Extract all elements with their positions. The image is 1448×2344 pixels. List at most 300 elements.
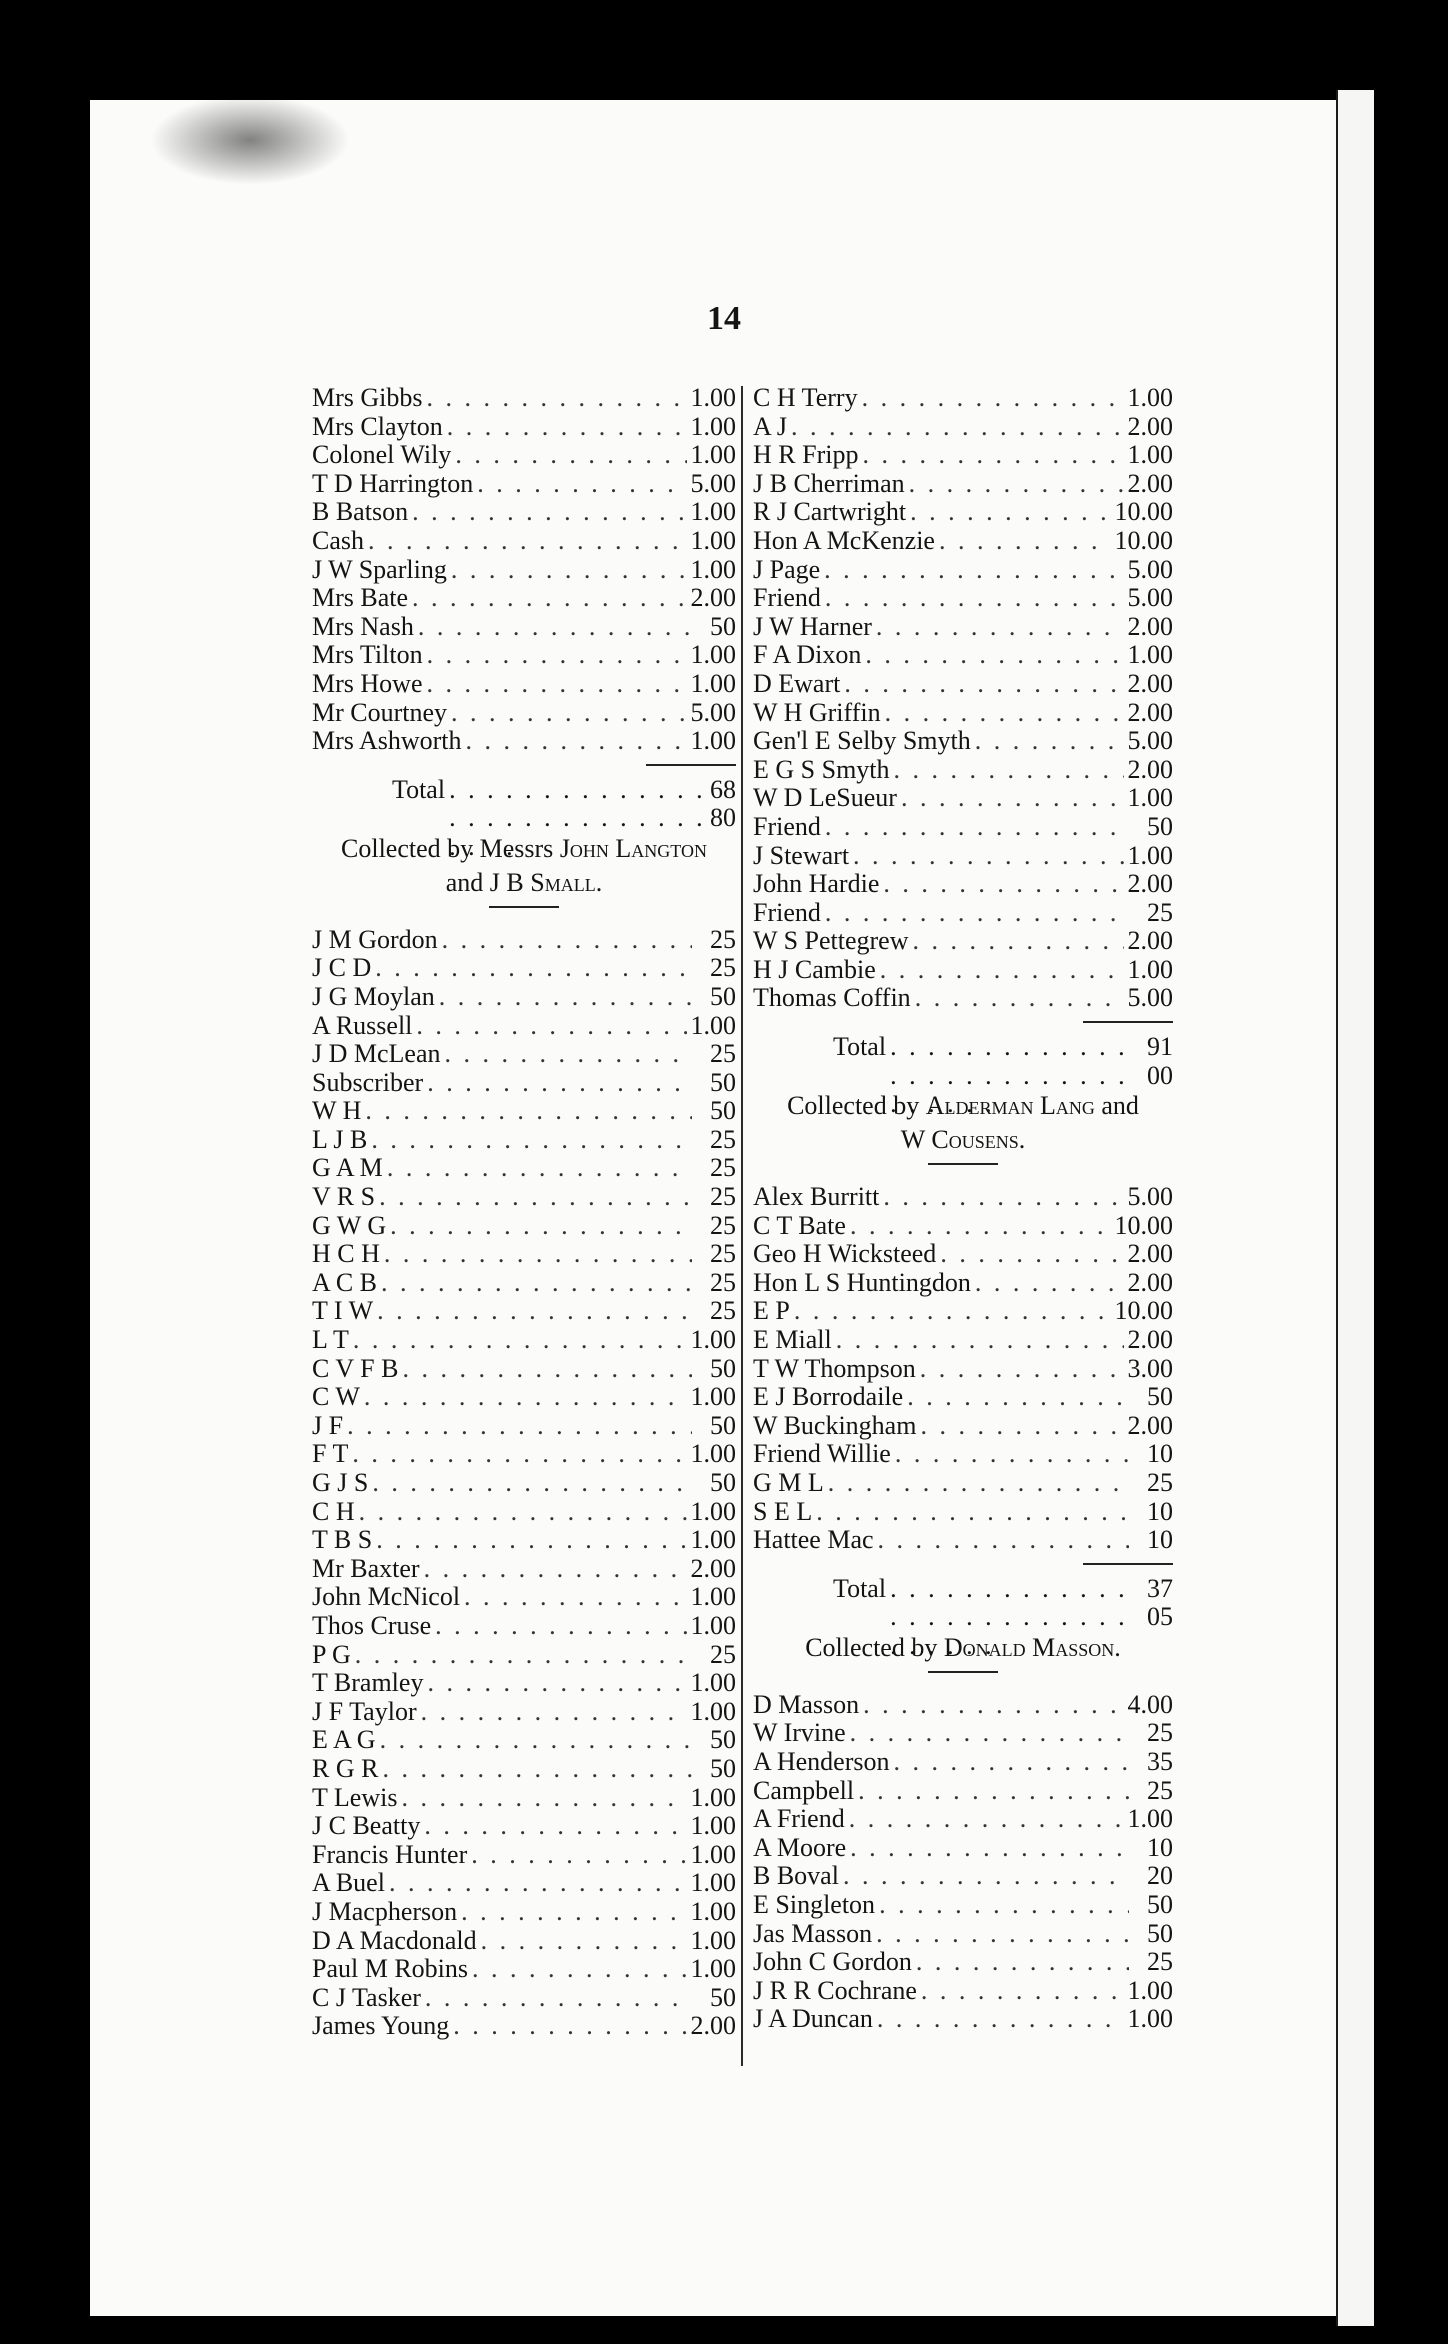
- list-item: [312, 1183, 736, 1212]
- subscription-amount: 10: [1147, 1525, 1173, 1555]
- heading-line2: and J B: [445, 867, 524, 897]
- dot-leader: [461, 1898, 686, 1927]
- subscriber-name: Friend: [753, 583, 821, 613]
- dot-leader: [863, 1691, 1123, 1720]
- subscriber-name: J W Harner: [753, 611, 872, 641]
- subscriber-name: G J S: [312, 1468, 369, 1497]
- dot-leader: [850, 1212, 1111, 1241]
- total-row: [753, 1573, 1173, 1632]
- list-item: [312, 1154, 736, 1183]
- dot-leader: [418, 613, 692, 642]
- dot-leader: [402, 1355, 692, 1384]
- list-item: [753, 699, 1173, 728]
- subscription-amount: 25: [710, 1124, 736, 1154]
- total-amount: 91 00: [1147, 1032, 1173, 1090]
- dot-leader: [916, 1948, 1129, 1977]
- list-item: [312, 1012, 736, 1041]
- subscription-amount: 50: [1147, 811, 1173, 841]
- subscriber-name: R J Cartwright: [753, 497, 907, 527]
- list-item: [312, 1555, 736, 1584]
- subscription-amount: 1.00: [690, 411, 736, 441]
- list-item: [753, 1269, 1173, 1298]
- list-item: [312, 1583, 736, 1612]
- subscriber-name: B Boval: [753, 1861, 839, 1891]
- list-item: [312, 1240, 736, 1269]
- subscriber-name: A Russell: [312, 1010, 413, 1040]
- list-item: [312, 699, 736, 728]
- list-item: [753, 1777, 1173, 1806]
- subscription-amount: 2.00: [1127, 411, 1173, 441]
- dot-leader: [387, 1154, 692, 1183]
- list-item: [753, 784, 1173, 813]
- list-item: [312, 727, 736, 756]
- subscription-amount: 4.00: [1127, 1689, 1173, 1719]
- dot-leader: [442, 926, 692, 955]
- facing-page-edge: [1336, 90, 1374, 2326]
- list-item: [312, 1898, 736, 1927]
- subscriber-name: B Batson: [312, 497, 409, 527]
- subscriber-name: E J Borrodaile: [753, 1382, 904, 1412]
- subscription-amount: 3.00: [1127, 1353, 1173, 1383]
- list-item: [753, 1212, 1173, 1241]
- subscriber-name: Mrs Clayton: [312, 411, 443, 441]
- total-rule: [1083, 1563, 1173, 1565]
- subscription-amount: 50: [710, 1067, 736, 1097]
- subscriber-name: W Buckingham: [753, 1410, 917, 1440]
- dot-leader: [364, 1383, 687, 1412]
- list-item: [753, 384, 1173, 413]
- subscription-amount: 50: [710, 611, 736, 641]
- subscription-amount: 1.00: [690, 1439, 736, 1469]
- subscription-amount: 50: [710, 1753, 736, 1783]
- subscription-amount: 1.00: [690, 497, 736, 527]
- subscription-list: [753, 384, 1173, 1013]
- list-item: [312, 670, 736, 699]
- subscription-amount: 25: [1147, 1468, 1173, 1497]
- dot-leader: [445, 1040, 692, 1069]
- list-item: [312, 1469, 736, 1498]
- subscription-amount: 25: [710, 1239, 736, 1269]
- dot-leader: [824, 556, 1123, 585]
- subscription-amount: 1.00: [690, 1668, 736, 1698]
- list-item: [753, 984, 1173, 1013]
- subscription-amount: 1.00: [690, 1582, 736, 1612]
- subscriber-name: A Henderson: [753, 1746, 890, 1776]
- subscription-amount: 25: [710, 953, 736, 983]
- subscriber-name: A Friend: [753, 1804, 845, 1834]
- list-item: [312, 1440, 736, 1469]
- list-item: [312, 1297, 736, 1326]
- dot-leader: [379, 1183, 692, 1212]
- collector-names: Donald Masson.: [943, 1632, 1121, 1662]
- subscriber-name: C V F B: [312, 1353, 399, 1383]
- subscriber-name: D A Macdonald: [312, 1925, 477, 1955]
- subscriber-name: J Stewart: [753, 840, 850, 870]
- subscription-amount: 1.00: [690, 1382, 736, 1412]
- list-item: [312, 641, 736, 670]
- subscription-amount: 1.00: [690, 1696, 736, 1726]
- subscriber-name: T Lewis: [312, 1782, 398, 1812]
- dot-leader: [862, 384, 1124, 413]
- subscription-amount: 50: [710, 1982, 736, 2012]
- list-item: [753, 1240, 1173, 1269]
- dot-leader: [412, 584, 686, 613]
- list-item: [312, 1641, 736, 1670]
- subscription-amount: 2.00: [1127, 1325, 1173, 1355]
- subscriber-name: H J Cambie: [753, 954, 876, 984]
- subscriber-name: C T Bate: [753, 1210, 846, 1240]
- subscriber-name: T B S: [312, 1525, 373, 1555]
- list-item: [753, 2005, 1173, 2034]
- list-item: [312, 1927, 736, 1956]
- subscriber-name: E A G: [312, 1725, 376, 1755]
- dot-leader: [853, 842, 1123, 871]
- list-item: [312, 1812, 736, 1841]
- subscription-amount: 5.00: [1127, 983, 1173, 1013]
- subscriber-name: Mr Baxter: [312, 1553, 420, 1583]
- subscription-amount: 1.00: [690, 1496, 736, 1526]
- list-item: [753, 1977, 1173, 2006]
- list-item: [312, 1784, 736, 1813]
- list-item: [753, 1948, 1173, 1977]
- subscription-amount: 25: [1147, 1775, 1173, 1805]
- heading-rule: [928, 1671, 998, 1673]
- total-amount: 37 05: [1147, 1573, 1173, 1632]
- dot-leader: [424, 1812, 686, 1841]
- subscriber-name: J Page: [753, 554, 821, 584]
- subscriber-name: H C H: [312, 1239, 380, 1269]
- list-item: [312, 1355, 736, 1384]
- heading-prefix: Collected by: [787, 1091, 920, 1121]
- subscription-amount: 1.00: [690, 726, 736, 756]
- subscriber-name: John Hardie: [753, 869, 880, 899]
- list-item: [312, 1040, 736, 1069]
- dot-leader: [466, 727, 687, 756]
- subscriber-name: A Buel: [312, 1868, 385, 1898]
- list-item: [753, 870, 1173, 899]
- subscriber-name: L T: [312, 1325, 349, 1355]
- subscriber-name: Francis Hunter: [312, 1839, 468, 1869]
- list-item: [753, 842, 1173, 871]
- subscription-amount: 25: [710, 1153, 736, 1183]
- list-item: [753, 670, 1173, 699]
- subscriber-name: Jas Masson: [753, 1918, 873, 1948]
- dot-leader: [816, 1498, 1129, 1527]
- subscription-amount: 25: [1147, 1718, 1173, 1748]
- subscriber-name: Campbell: [753, 1775, 855, 1805]
- list-item: [312, 954, 736, 983]
- list-item: [312, 1383, 736, 1412]
- subscriber-name: T Bramley: [312, 1668, 424, 1698]
- total-label: Total: [833, 1573, 887, 1603]
- subscriber-name: G M L: [753, 1468, 824, 1497]
- list-item: [753, 527, 1173, 556]
- list-item: [753, 1748, 1173, 1777]
- dot-leader: [427, 641, 687, 670]
- dot-leader: [844, 670, 1123, 699]
- total-row: [753, 1032, 1173, 1090]
- subscription-amount: 1.00: [1127, 383, 1173, 412]
- subscription-amount: 1.00: [1127, 1975, 1173, 2005]
- subscriber-name: J C D: [312, 953, 372, 983]
- subscription-amount: 1.00: [690, 1010, 736, 1040]
- subscriber-name: T W Thompson: [753, 1353, 916, 1383]
- dot-leader: [447, 413, 687, 442]
- heading-prefix: Collected by: [805, 1632, 938, 1662]
- dot-leader: [883, 870, 1123, 899]
- dot-leader: [359, 1498, 687, 1527]
- dot-leader: [455, 441, 686, 470]
- subscription-amount: 1.00: [1127, 2004, 1173, 2034]
- list-item: [753, 1183, 1173, 1212]
- dot-leader: [376, 1526, 686, 1555]
- subscriber-name: Mrs Bate: [312, 583, 409, 613]
- dot-leader: [377, 1297, 692, 1326]
- dot-leader: [843, 1862, 1129, 1891]
- dot-leader: [915, 984, 1124, 1013]
- list-item: [753, 1805, 1173, 1834]
- dot-leader: [380, 1726, 692, 1755]
- list-item: [753, 1412, 1173, 1441]
- subscription-amount: 1.00: [690, 525, 736, 555]
- subscription-amount: 1.00: [1127, 1804, 1173, 1834]
- dot-leader: [355, 1641, 692, 1670]
- total-label: Total: [833, 1032, 887, 1062]
- dot-leader: [940, 1240, 1123, 1269]
- dot-leader: [427, 1069, 692, 1098]
- subscriber-name: Mr Courtney: [312, 697, 448, 727]
- subscriber-name: E Singleton: [753, 1889, 876, 1919]
- subscriber-name: J G Moylan: [312, 981, 435, 1011]
- subscriber-name: Thos Cruse: [312, 1610, 432, 1640]
- list-item: [312, 1498, 736, 1527]
- subscription-amount: 2.00: [1127, 668, 1173, 698]
- subscription-amount: 50: [710, 1468, 736, 1497]
- subscription-amount: 10.00: [1114, 1296, 1173, 1326]
- list-item: [312, 1212, 736, 1241]
- subscriber-name: John McNicol: [312, 1582, 461, 1612]
- collector-names: Alderman Lang: [925, 1091, 1095, 1121]
- page-number: 14: [707, 300, 741, 337]
- list-item: [753, 1526, 1173, 1555]
- list-item: [753, 441, 1173, 470]
- subscriber-name: Alex Burritt: [753, 1182, 880, 1212]
- subscriber-name: W Irvine: [753, 1718, 846, 1748]
- dot-leader: [893, 1748, 1129, 1777]
- dot-leader: [471, 1841, 686, 1870]
- subscription-amount: 5.00: [1127, 726, 1173, 756]
- subscriber-name: Gen'l E Selby Smyth: [753, 726, 971, 756]
- collector-name2: Small.: [530, 867, 603, 897]
- heading-line2: W: [900, 1125, 925, 1155]
- dot-leader: [352, 1440, 686, 1469]
- subscriber-name: J W Sparling: [312, 554, 447, 584]
- ink-smudge: [150, 95, 350, 185]
- list-item: [753, 556, 1173, 585]
- list-item: [753, 1862, 1173, 1891]
- dot-leader: [858, 1777, 1129, 1806]
- list-item: [753, 1691, 1173, 1720]
- subscription-amount: 2.00: [1127, 926, 1173, 956]
- dot-leader: [416, 1012, 686, 1041]
- subscriber-name: F T: [312, 1439, 349, 1469]
- dot-leader: [895, 1440, 1129, 1469]
- dot-leader: [878, 1526, 1129, 1555]
- dot-leader: [894, 756, 1124, 785]
- subscriber-name: Friend: [753, 897, 821, 927]
- list-item: [312, 613, 736, 642]
- dot-leader: [791, 413, 1124, 442]
- subscriber-name: Mrs Ashworth: [312, 726, 462, 756]
- subscriber-name: G A M: [312, 1153, 383, 1183]
- subscription-amount: 1.00: [1127, 954, 1173, 984]
- list-item: [312, 1612, 736, 1641]
- total-rule: [646, 764, 736, 766]
- list-item: [753, 756, 1173, 785]
- dot-leader: [862, 441, 1123, 470]
- dot-leader: [353, 1326, 687, 1355]
- heading-rule: [489, 906, 559, 908]
- list-item: [753, 1834, 1173, 1863]
- subscriber-name: E P: [753, 1296, 790, 1326]
- dot-leader: [920, 1412, 1123, 1441]
- list-item: [312, 1069, 736, 1098]
- subscriber-name: E G S Smyth: [753, 754, 890, 784]
- dot-leader: [381, 1269, 692, 1298]
- subscription-amount: 1.00: [690, 383, 736, 412]
- subscription-amount: 2.00: [1127, 468, 1173, 498]
- subscriber-name: A Moore: [753, 1832, 847, 1862]
- list-item: [312, 1984, 736, 2013]
- dot-leader: [390, 1212, 692, 1241]
- subscription-list: [312, 926, 736, 2041]
- list-item: [312, 498, 736, 527]
- subscriber-name: R G R: [312, 1753, 379, 1783]
- subscription-amount: 1.00: [690, 1325, 736, 1355]
- collector-heading: [753, 1631, 1173, 1665]
- subscription-amount: 2.00: [690, 583, 736, 613]
- subscription-amount: 1.00: [690, 1868, 736, 1898]
- subscriber-name: J C Beatty: [312, 1811, 421, 1841]
- dot-leader: [880, 956, 1124, 985]
- dot-leader: [975, 1269, 1124, 1298]
- subscription-amount: 25: [710, 1210, 736, 1240]
- dot-leader: [876, 613, 1124, 642]
- heading-and: and: [1101, 1091, 1139, 1121]
- dot-leader: [477, 470, 686, 499]
- list-item: [312, 1126, 736, 1155]
- list-item: [312, 1869, 736, 1898]
- list-item: [312, 1726, 736, 1755]
- subscriber-name: Hattee Mac: [753, 1525, 874, 1555]
- dot-leader: [384, 1240, 692, 1269]
- list-item: [312, 1326, 736, 1355]
- dot-leader: [850, 1834, 1129, 1863]
- dot-leader: [909, 470, 1124, 499]
- dot-leader: [481, 1927, 687, 1956]
- dot-leader: [439, 983, 692, 1012]
- subscriber-name: J Macpherson: [312, 1896, 458, 1926]
- total-amount: 68 80: [710, 774, 736, 833]
- subscriber-name: C W: [312, 1382, 360, 1412]
- list-item: [312, 1526, 736, 1555]
- subscription-amount: 25: [1147, 897, 1173, 927]
- dot-leader: [427, 1669, 686, 1698]
- list-item: [753, 1891, 1173, 1920]
- subscriber-name: J M Gordon: [312, 924, 438, 954]
- subscriber-name: Thomas Coffin: [753, 983, 911, 1013]
- subscription-amount: 1.00: [690, 1839, 736, 1869]
- subscriber-name: Mrs Howe: [312, 668, 423, 698]
- subscriber-name: Geo H Wicksteed: [753, 1239, 937, 1269]
- dot-leader: [883, 1183, 1123, 1212]
- subscription-amount: 5.00: [1127, 1182, 1173, 1212]
- subscription-amount: 1.00: [1127, 840, 1173, 870]
- subscription-amount: 2.00: [690, 2011, 736, 2041]
- list-item: [312, 1841, 736, 1870]
- subscriber-name: John C Gordon: [753, 1947, 912, 1977]
- list-item: [753, 899, 1173, 928]
- subscription-amount: 1.00: [690, 1925, 736, 1955]
- subscription-amount: 1.00: [690, 1782, 736, 1812]
- subscription-amount: 25: [710, 1182, 736, 1212]
- subscriber-name: Hon A McKenzie: [753, 525, 935, 555]
- dot-leader: [365, 1097, 692, 1126]
- list-item: [312, 527, 736, 556]
- list-item: [753, 1498, 1173, 1527]
- subscriber-name: H R Fripp: [753, 440, 859, 470]
- list-item: [753, 1297, 1173, 1326]
- dot-leader: [368, 527, 687, 556]
- list-item: [753, 813, 1173, 842]
- subscriber-name: Mrs Tilton: [312, 640, 423, 670]
- subscription-amount: 50: [1147, 1918, 1173, 1948]
- dot-leader: [836, 1326, 1124, 1355]
- dot-leader: [424, 1555, 687, 1584]
- subscription-amount: 50: [710, 1410, 736, 1440]
- dot-leader: [913, 927, 1124, 956]
- subscription-amount: 25: [710, 1296, 736, 1326]
- list-item: [312, 926, 736, 955]
- subscriber-name: L J B: [312, 1124, 368, 1154]
- subscription-amount: 2.00: [1127, 754, 1173, 784]
- heading-prefix: Collected by Messrs: [341, 833, 554, 863]
- subscriber-name: Colonel Wily: [312, 440, 452, 470]
- subscriber-name: A J: [753, 411, 787, 441]
- dot-leader: [453, 2012, 686, 2041]
- subscription-amount: 1.00: [690, 1811, 736, 1841]
- dot-leader: [825, 584, 1124, 613]
- list-item: [312, 2012, 736, 2041]
- dot-leader: [372, 1469, 692, 1498]
- subscription-amount: 5.00: [1127, 583, 1173, 613]
- dot-leader: [975, 727, 1124, 756]
- list-item: [753, 1326, 1173, 1355]
- list-item: [753, 641, 1173, 670]
- dot-leader: [901, 784, 1124, 813]
- subscription-amount: 10: [1147, 1496, 1173, 1526]
- subscription-amount: 50: [710, 1725, 736, 1755]
- subscriber-name: J F Taylor: [312, 1696, 417, 1726]
- subscription-amount: 5.00: [1127, 554, 1173, 584]
- dot-leader: [825, 813, 1129, 842]
- subscription-amount: 50: [1147, 1889, 1173, 1919]
- dot-leader: [910, 498, 1110, 527]
- subscription-list: [753, 1183, 1173, 1555]
- list-item: [753, 584, 1173, 613]
- dot-leader: [375, 954, 692, 983]
- list-item: [312, 441, 736, 470]
